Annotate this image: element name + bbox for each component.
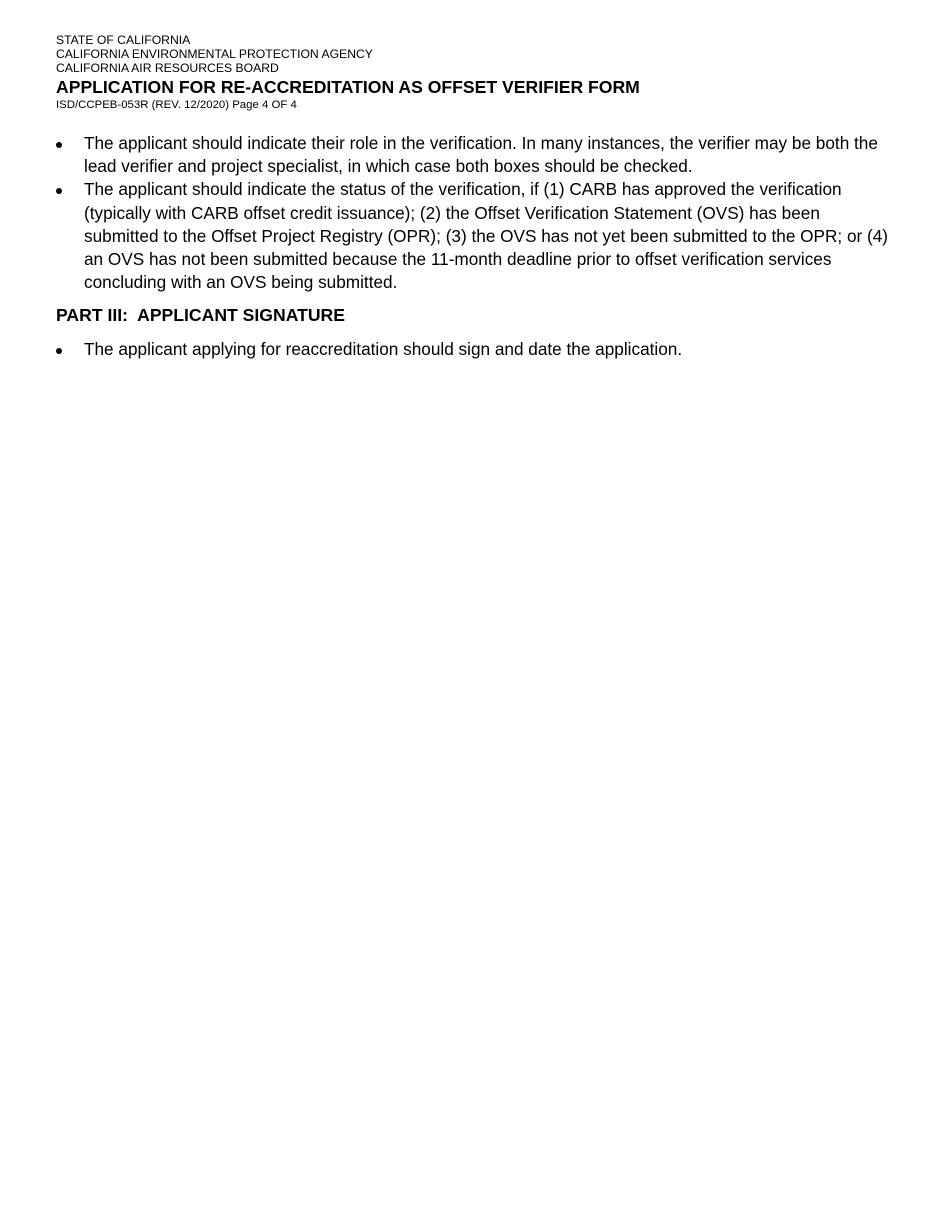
form-id-page-number: ISD/CCPEB-053R (REV. 12/2020) Page 4 OF 4 xyxy=(56,99,297,111)
instruction-text: The applicant applying for reaccreditation should sign and date the application. xyxy=(84,339,683,359)
agency-line-state: STATE OF CALIFORNIA xyxy=(56,33,191,47)
document-header xyxy=(56,33,916,112)
agency-line-carb: CALIFORNIA AIR RESOURCES BOARD xyxy=(56,61,279,75)
instruction-text: The applicant should indicate their role in the verification. In many instances, the verifier may be both the lead verifier and project specialist, in which case both boxes should be checked. xyxy=(84,133,878,177)
bullet-icon xyxy=(56,188,62,194)
signature-instruction-list xyxy=(56,338,892,361)
form-title: APPLICATION FOR RE-ACCREDITATION AS OFFSET VERIFIER FORM xyxy=(56,77,640,97)
instruction-item-status xyxy=(56,178,892,294)
instruction-text: The applicant should indicate the status of the verification, if (1) CARB has approved the verification (typically with CARB offset credit issuance); (2) the Offset Verification Statement (OVS) has been submitted to the Offset Project Registry (OPR); (3) the OVS has not yet been submitted to the OPR; or (4) an OVS has not been submitted because the 11-month deadline prior to offset verification services concluding with an OVS being submitted. xyxy=(84,179,889,293)
agency-line-calepa: CALIFORNIA ENVIRONMENTAL PROTECTION AGENCY xyxy=(56,47,373,61)
section-heading-part3: PART III: APPLICANT SIGNATURE xyxy=(56,305,345,325)
bullet-icon xyxy=(56,348,62,354)
instruction-item-role xyxy=(56,132,892,178)
instruction-list xyxy=(56,132,892,294)
instruction-item-signature xyxy=(56,338,892,361)
bullet-icon xyxy=(56,142,62,148)
